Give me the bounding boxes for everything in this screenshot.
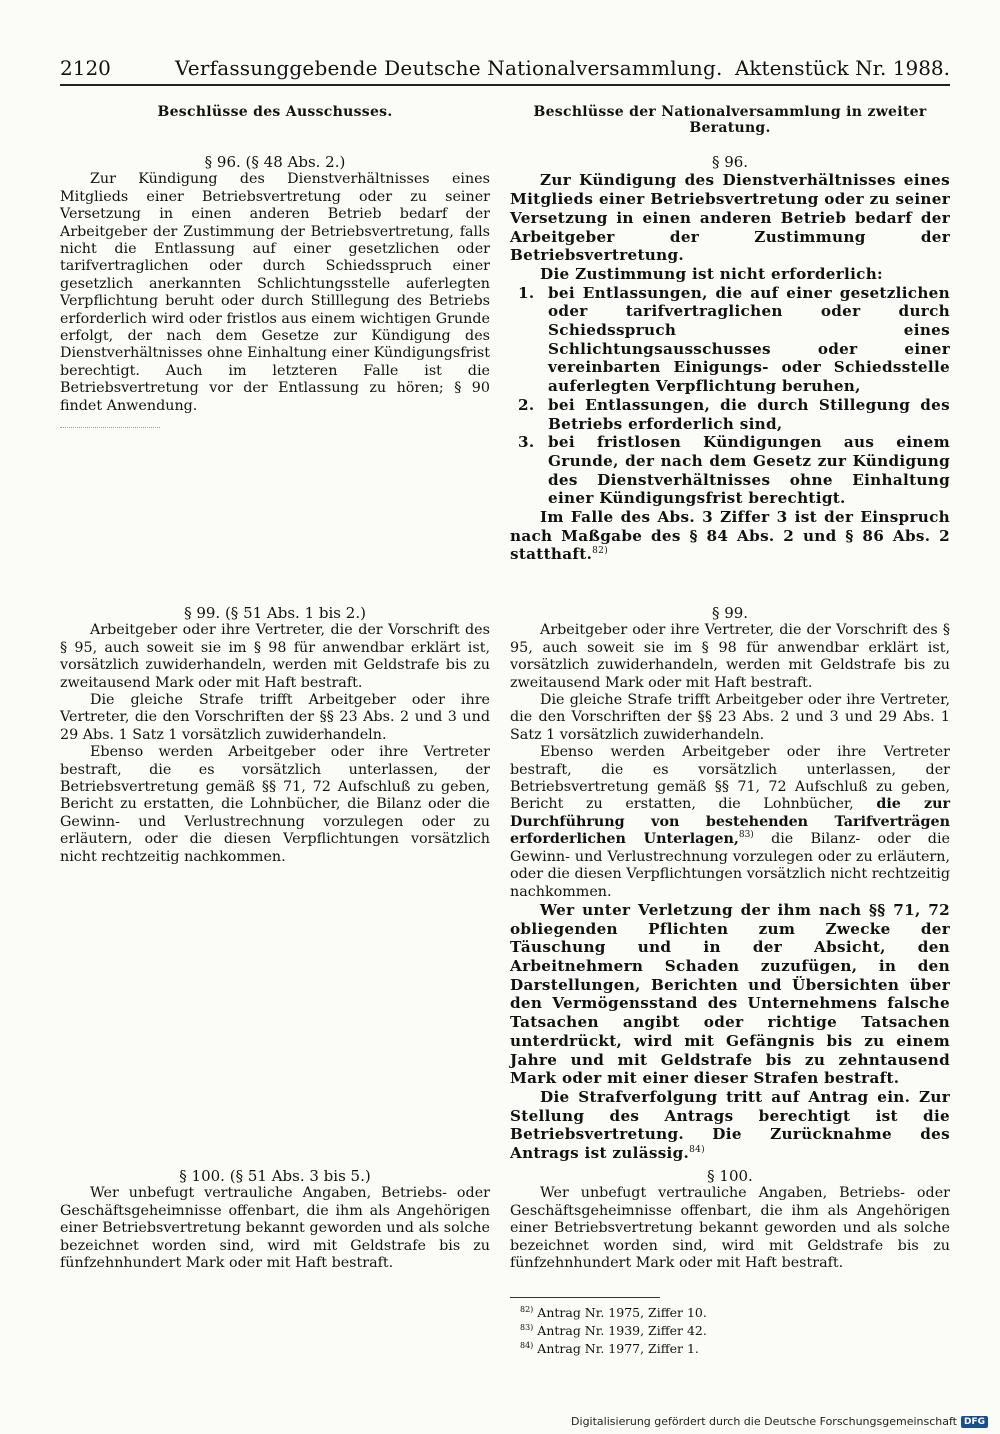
section-heading: § 99. (§ 51 Abs. 1 bis 2.)	[184, 604, 366, 622]
list-number: 3.	[518, 433, 535, 452]
list-item	[510, 433, 950, 508]
left-column-heading: Beschlüsse des Ausschusses.	[157, 104, 393, 120]
section-heading: § 99.	[711, 604, 749, 622]
paragraph: Die gleiche Strafe trifft Arbeitgeber oder ihre Vertreter, die den Vorschriften der §§ 23 Abs. 2 und 3 und 29 Abs. 1 Satz 1 vorsätzlich zuwiderhandeln.	[60, 692, 490, 743]
section-heading: § 96.	[711, 153, 749, 171]
paragraph: Wer unbefugt vertrauliche Angaben, Betriebs- oder Geschäftsgeheimnisse offenbart, die ihm als Angehörigen einer Betriebsvertretung bekannt geworden und als solche bezeichnet worden sind, wird mit Geldstrafe bis zu fünfzehnhundert Mark oder mit Haft bestraft.	[510, 1185, 950, 1272]
left-section-100	[60, 1168, 490, 1272]
list-number: 1.	[518, 283, 535, 302]
document-reference: Aktenstück Nr. 1988.	[734, 56, 950, 80]
footnote-mark: 84)	[520, 1341, 534, 1351]
list-item	[510, 396, 950, 433]
bold-insertion: die zur Durchführung von bestehenden Tarifverträgen erforderlichen Unterlagen,	[510, 796, 951, 848]
paragraph: Arbeitgeber oder ihre Vertreter, die der Vorschrift des § 95, auch soweit sie im § 98 für anwendbar erklärt ist, vorsätzlich zuwiderhandeln, werden mit Geldstrafe bis zu zweitausend Mark oder mit Haft bestraft.	[60, 622, 490, 691]
footnote	[510, 1302, 950, 1320]
footnote	[510, 1320, 950, 1338]
page-header	[60, 56, 950, 86]
bold-paragraph: Zur Kündigung des Dienstverhältnisses eines Mitglieds einer Betriebsvertretung oder zu seiner Versetzung in einen anderen Betrieb bedarf der Arbeitgeber der Zustimmung der Betriebsvertretung.	[510, 171, 950, 265]
footnote-mark: 82)	[520, 1305, 534, 1314]
footnote-ref: 83)	[738, 830, 754, 841]
list-number: 2.	[518, 395, 535, 414]
text-run: Die Strafverfolgung tritt auf Antrag ein. Zur Stellung des Antrags berechtigt ist die Betriebsvertretung. Die Zurücknahme des Antrags ist zulässig.	[510, 1087, 950, 1163]
section-heading: § 100. (§ 51 Abs. 3 bis 5.)	[179, 1167, 371, 1185]
closing-text: Im Falle des Abs. 3 Ziffer 3 ist der Einspruch nach Maßgabe des § 84 Abs. 2 und § 86 Abs. 2 statthaft.	[510, 508, 950, 564]
exception-list	[510, 284, 950, 508]
dfg-logo-icon: DFG	[961, 1416, 988, 1428]
right-section-99	[510, 605, 950, 1163]
left-section-96	[60, 154, 490, 415]
bold-paragraph: Wer unter Verletzung der ihm nach §§ 71, 72 obliegenden Pflichten zum Zwecke der Täuschung und in der Absicht, den Arbeitnehmern Schaden zuzufügen, in den Darstellungen, Berichten und Übersichten über den Vermögensstand des Unternehmens falsche Tatsachen angibt oder richtige Tatsachen unterdrückt, wird mit Gefängnis bis zu einem Jahre und mit Geldstrafe bis zu zehntausend Mark oder mit einer dieser Strafen bestraft.	[510, 900, 950, 1088]
right-section-100	[510, 1168, 950, 1272]
text-run: Ebenso werden Arbeitgeber oder ihre Vertreter bestraft, die es vorsätzlich unterlassen, der Betriebsvertretung gemäß §§ 71, 72 Aufschluß zu geben, Bericht zu erstatten, die Lohnbücher,	[510, 744, 950, 813]
paragraph: Die gleiche Strafe trifft Arbeitgeber oder ihre Vertreter, die den Vorschriften der §§ 23 Abs. 2 und 3 und 29 Abs. 1 Satz 1 vorsätzlich zuwiderhandeln.	[510, 692, 950, 743]
credit-text: Digitalisierung gefördert durch die Deutsche Forschungsgemeinschaft	[571, 1415, 957, 1428]
footnote-ref: 82)	[592, 546, 609, 557]
footnote-text: Antrag Nr. 1939, Ziffer 42.	[537, 1323, 707, 1339]
right-column-heading: Beschlüsse der Nationalversammlung in zweiter Beratung.	[533, 104, 927, 136]
footnote-text: Antrag Nr. 1975, Ziffer 10.	[537, 1305, 707, 1321]
text-run: die Bilanz- oder die Gewinn- und Verlustrechnung vorzulegen oder zu erläutern, oder die diesen Verpflichtungen vorsätzlich nicht rechtzeitig nachkommen.	[510, 831, 950, 900]
paragraph	[510, 744, 950, 901]
paragraph: Wer unbefugt vertrauliche Angaben, Betriebs- oder Geschäftsgeheimnisse offenbart, die ihm als Angehörigen einer Betriebsvertretung bekannt geworden und als solche bezeichnet worden sind, wird mit Geldstrafe bis zu fünfzehnhundert Mark oder mit Haft bestraft.	[60, 1185, 490, 1272]
page-number: 2120	[60, 56, 111, 80]
right-section-96	[510, 154, 950, 564]
separator-dots	[60, 427, 160, 428]
list-item	[510, 284, 950, 396]
footnote	[510, 1338, 950, 1356]
bold-paragraph: Die Zustimmung ist nicht erforderlich:	[540, 264, 883, 283]
list-text: bei fristlosen Kündigungen aus einem Grunde, der nach dem Gesetz zur Kündigung des Dienstverhältnisses ohne Einhaltung einer Kündigungsfrist berechtigt.	[548, 433, 950, 508]
publication-title: Verfassunggebende Deutsche Nationalversammlung.	[175, 56, 723, 80]
list-text: bei Entlassungen, die durch Stillegung des Betriebs erforderlich sind,	[548, 395, 950, 433]
footnote-text: Antrag Nr. 1977, Ziffer 1.	[537, 1341, 699, 1357]
section-heading: § 96. (§ 48 Abs. 2.)	[204, 153, 346, 171]
section-heading: § 100.	[707, 1167, 753, 1185]
left-section-99	[60, 605, 490, 866]
footnote-mark: 83)	[520, 1323, 534, 1333]
paragraph: Ebenso werden Arbeitgeber oder ihre Vertreter bestraft, die es vorsätzlich unterlassen, der Betriebsvertretung gemäß §§ 71, 72 Aufschluß zu geben, Bericht zu erstatten, die Lohnbücher, die Bilanz oder die Gewinn- und Verlustrechnung vorzulegen oder zu erläutern, oder die diesen Verpflichtungen vorsätzlich nicht rechtzeitig nachkommen.	[60, 744, 490, 865]
list-text: bei Entlassungen, die auf einer gesetzlichen oder tarifvertraglichen oder durch Schiedsspruch eines Schlichtungsausschusses oder einer vereinbarten Einigungs- oder Schiedsstelle auferlegten Verpflichtung beruhen,	[548, 283, 950, 396]
bold-paragraph	[510, 508, 950, 564]
paragraph: Zur Kündigung des Dienstverhältnisses eines Mitglieds einer Betriebsvertretung oder zu seiner Versetzung in einen anderen Betrieb bedarf der Arbeitgeber der Zustimmung der Betriebsvertretung, falls nicht die Entlassung auf einer gesetzlichen oder tarifvertraglichen oder durch Schiedsspruch einer gesetzlich anerkannten Schlichtungsstelle auferlegten Verpflichtung beruht oder durch Stilllegung des Betriebs erforderlich wird oder fristlos aus einem wichtigen Grunde erfolgt, der nach dem Gesetze zur Kündigung des Dienstverhältnisses ohne Einhaltung einer Kündigungsfrist berechtigt. Auch im letzteren Falle ist die Betriebsvertretung vor der Entlassung zu hören; § 90 findet Anwendung.	[60, 171, 490, 414]
footnotes	[510, 1297, 950, 1356]
paragraph: Arbeitgeber oder ihre Vertreter, die der Vorschrift des § 95, auch soweit sie im § 98 für anwendbar erklärt ist, vorsätzlich zuwiderhandeln, werden mit Geldstrafe bis zu zweitausend Mark oder mit Haft bestraft.	[510, 622, 950, 691]
digitization-credit	[571, 1415, 988, 1428]
footnote-rule	[510, 1297, 660, 1298]
footnote-ref: 84)	[689, 1144, 705, 1155]
bold-paragraph	[510, 1088, 950, 1163]
